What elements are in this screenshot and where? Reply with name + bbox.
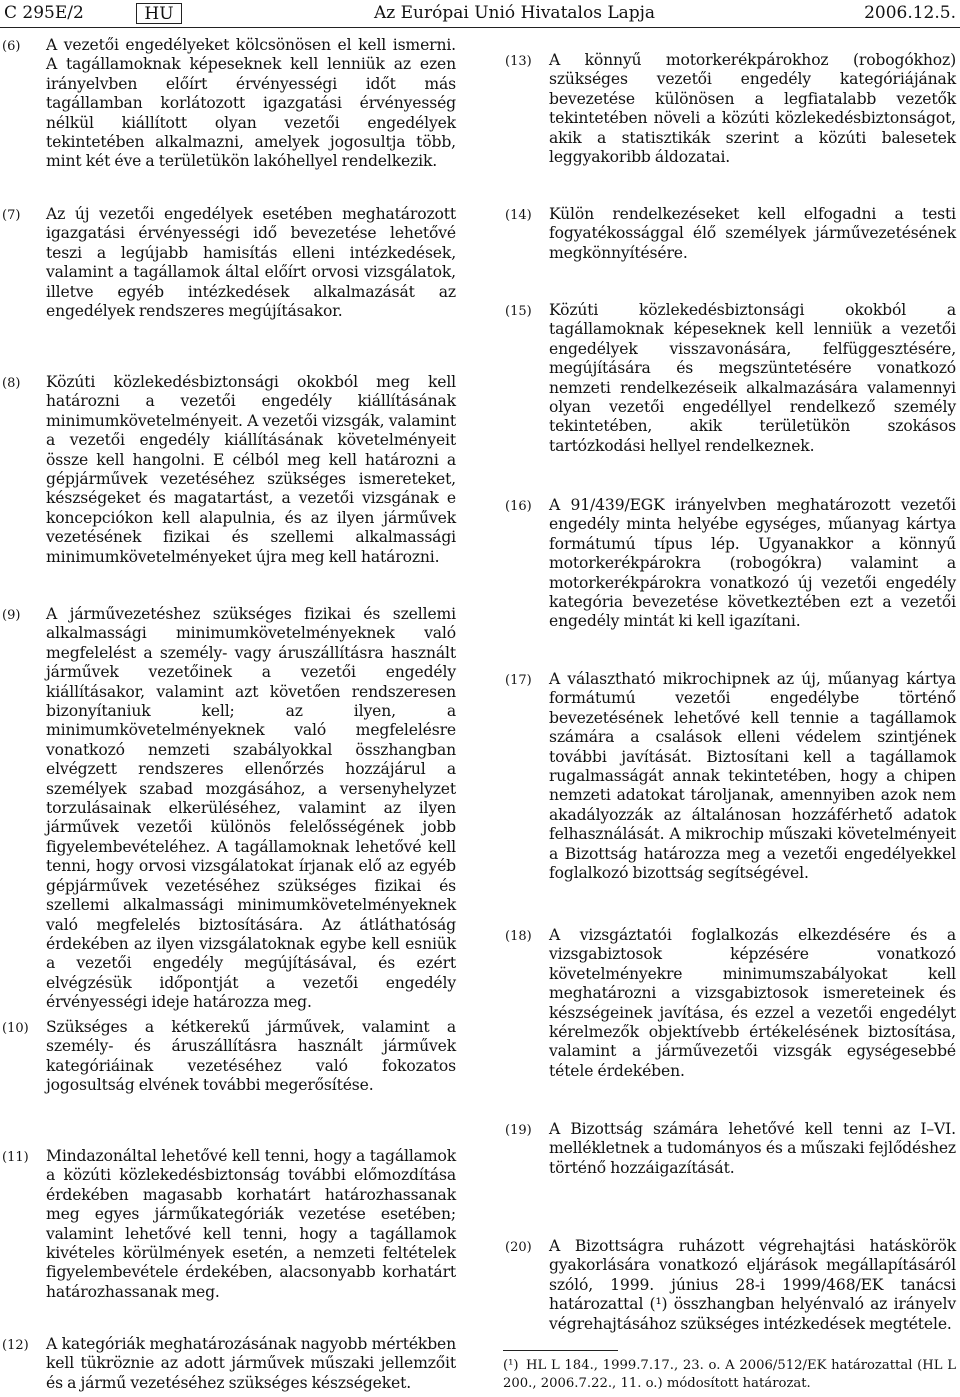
recital-text: Közúti közlekedésbiztonsági okokból a tagállamoknak képeseknek kell lenniük a vezetői engedélyek visszavonására, felfüggesztésére, megújítására és megszüntetésére vonatkozó nemzeti rendelkezéseik alkalmazására valamennyi olyan vezetői engedéllyel rendelkező személy tekintetében, akik területükön szokásos tartózkodási hellyel rendelkeznek. bbox=[549, 301, 956, 455]
publication-date: 2006.12.5. bbox=[864, 3, 956, 23]
recital-text: A Bizottság számára lehetővé kell tenni az I–VI. mellékletnek a tudományos és a műszaki fejlődéshez történő hozzáigazítását. bbox=[549, 1120, 956, 1177]
recital-18 bbox=[503, 926, 956, 1081]
recital-number: (9) bbox=[2, 608, 21, 623]
recital-number: (12) bbox=[2, 1338, 29, 1353]
recital-text: A kategóriák meghatározásának nagyobb mértékben kell tükröznie az adott járművek műszaki jellemzőit és a jármű vezetéséhez szükséges készségeket. bbox=[46, 1335, 456, 1392]
recital-number: (7) bbox=[2, 208, 21, 223]
recital-11 bbox=[0, 1147, 456, 1302]
recital-number: (6) bbox=[2, 39, 21, 54]
recital-8 bbox=[0, 373, 456, 567]
recital-number: (17) bbox=[505, 673, 532, 688]
recital-text: Mindazonáltal lehetővé kell tenni, hogy a tagállamok a közúti közlekedésbiztonság további előmozdítása érdekében magasabb korhatárt határozhassanak meg egyes járműkategóriák vezetése esetében; valamint lehetővé kell tenni, hogy a tagállamok kivételes körülmények esetén, a nemzeti feltételek figyelembevétele érdekében, alacsonyabb korhatárt határozhassanak meg. bbox=[46, 1147, 456, 1301]
recital-number: (16) bbox=[505, 499, 532, 514]
recital-16 bbox=[503, 496, 956, 632]
recital-text: Külön rendelkezéseket kell elfogadni a testi fogyatékossággal élő személyek járművezetésének megkönnyítésére. bbox=[549, 205, 956, 262]
recital-10 bbox=[0, 1018, 456, 1096]
recital-20 bbox=[503, 1237, 956, 1334]
recital-number: (11) bbox=[2, 1150, 29, 1165]
recital-number: (8) bbox=[2, 376, 21, 391]
recital-number: (15) bbox=[505, 304, 532, 319]
recital-text: A könnyű motorkerékpárokhoz (robogókhoz) szükséges vezetői engedély kategóriájának bevezetése különösen a legfiatalabb vezetők tekintetében növeli a közúti közlekedésbiztonságot, akik a statisztikák szerint a közúti balesetek leggyakoribb áldozatai. bbox=[549, 51, 956, 167]
recital-number: (19) bbox=[505, 1123, 532, 1138]
journal-code: C 295E/2 bbox=[4, 3, 84, 23]
recital-12 bbox=[0, 1335, 456, 1393]
journal-title: Az Európai Unió Hivatalos Lapja bbox=[374, 3, 656, 23]
recital-6 bbox=[0, 36, 456, 172]
language-box: HU bbox=[136, 3, 182, 24]
recital-number: (20) bbox=[505, 1240, 532, 1255]
recital-9 bbox=[0, 605, 456, 1013]
recital-14 bbox=[503, 205, 956, 263]
page-header bbox=[0, 0, 960, 26]
recital-text: A vezetői engedélyeket kölcsönösen el kell ismerni. A tagállamoknak képeseknek kell lenniük az ezen irányelvben előírt érvényességi időt más tagállamban korlátozott igazgatási érvényesség nélkül kiállított olyan vezetői engedélyek tekintetében alkalmazni, amelyek jogosultja több, mint két éve a területükön lakóhellyel rendelkezik. bbox=[46, 36, 456, 171]
recital-number: (18) bbox=[505, 929, 532, 944]
recital-15 bbox=[503, 301, 956, 456]
recital-text: Az új vezetői engedélyek esetében meghatározott igazgatási érvényességi idő bevezetése lehetővé teszi a legújabb hamisítás elleni intézkedések, valamint a tagállamok által előírt orvosi vizsgálatok, illetve egyéb intézkedések alkalmazását az engedélyek rendszeres megújításakor. bbox=[46, 205, 456, 321]
recital-13 bbox=[503, 51, 956, 167]
recital-text: A vizsgáztatói foglalkozás elkezdésére és a vizsgabiztosok képzésére vonatkozó követelményekre minimumszabályokat kell meghatározni a vizsgabiztosok ismereteinek és készségeinek javítása, és ezzel a vezetői engedélyt kérelmezők objektívebb értékelésének biztosítása, valamint a járművezetői vizsgák egységesebbé tétele érdekében. bbox=[549, 926, 956, 1080]
recital-text: Szükséges a kétkerekű járművek, valamint a személy- és áruszállításra használt járművek kategóriáinak vezetéséhez való fokozatos jogosultság elvének további megerősítése. bbox=[46, 1018, 456, 1095]
recital-text: Közúti közlekedésbiztonsági okokból meg kell határozni a vezetői engedély kiállításának minimumkövetelményeit. A vezetői vizsgák, valamint a vezetői engedély kiállításának követelményeit össze kell hangolni. E célból meg kell határozni a gépjárművek vezetéséhez szükséges ismereteket, készségeket és magatartást, a vezetői vizsgának e koncepciókon kell alapulnia, és az ilyen járművek vezetésének fizikai és szellemi alkalmassági minimumkövetelményeket újra meg kell határozni. bbox=[46, 373, 456, 566]
recital-number: (10) bbox=[2, 1021, 29, 1036]
recital-17 bbox=[503, 670, 956, 883]
footnote-number: (¹) bbox=[503, 1358, 519, 1373]
footnote bbox=[503, 1357, 956, 1392]
recital-text: A választható mikrochipnek az új, műanyag kártya formátumú vezetői engedélybe történő bevezetésének lehetővé kell tennie a tagállamok számára a csalások elleni védelem szintjének további javítását. Biztosítani kell a tagállamok rugalmasságát annak tekintetében, hogy a chipen nemzeti adatokat tároljanak, amennyiben azok nem akadályozzák az általánosan hozzáférhető adatok felhasználását. A mikrochip műszaki követelményeit a Bizottság határozza meg a vezetői engedélyekkel foglalkozó bizottság segítségével. bbox=[549, 670, 956, 883]
recital-number: (14) bbox=[505, 208, 532, 223]
recital-19 bbox=[503, 1120, 956, 1178]
recital-text: A 91/439/EGK irányelvben meghatározott vezetői engedély minta helyébe egységes, műanyag kártya formátumú típus lép. Ugyanakkor a könnyű motorkerékpárokra (robogókra) valamint a motorkerékpárokra vonatkozó új vezetői engedély kategória bevezetése következtében ezt a vezetői engedély mintát ki kell igazítani. bbox=[549, 496, 956, 631]
header-rule bbox=[0, 27, 960, 28]
recital-7 bbox=[0, 205, 456, 321]
footnote-text: HL L 184., 1999.7.17., 23. o. A 2006/512/EK határozattal (HL L 200., 2006.7.22., 11. o.) módosított határozat. bbox=[503, 1358, 956, 1391]
recital-number: (13) bbox=[505, 54, 532, 69]
footnote-rule bbox=[503, 1350, 618, 1351]
recital-text: A járművezetéshez szükséges fizikai és szellemi alkalmassági minimumkövetelményeknek való megfelelést a személy- vagy áruszállításra használt járművek vezetőinek a vezetői engedély kiállításakor, valamint azt követően rendszeresen bizonyítaniuk kell; az ilyen, a minimumkövetelményeknek való megfelelésre vonatkozó nemzeti szabályokkal összhangban elvégzett rendszeres ellenőrzés hozzájárul a személyek szabad mozgásához, a versenyhelyzet torzulásainak elkerüléséhez, valamint az ilyen járművek vezetői különös felelősségének jobb figyelembevételéhez. A tagállamoknak lehetővé kell tenni, hogy orvosi vizsgálatokat írjanak elő az egyéb gépjárművek vezetéséhez szükséges fizikai és szellemi alkalmassági minimumkövetelményeknek való megfelelés biztosítására. Az átláthatóság érdekében az ilyen vizsgálatoknak egybe kell esniük a vezetői engedély megújításával, és ezért elvégzésük időpontját a vezetői engedély érvényességi ideje határozza meg. bbox=[46, 605, 456, 1012]
recital-text: A Bizottságra ruházott végrehajtási hatáskörök gyakorlására vonatkozó eljárások megállapításáról szóló, 1999. június 28-i 1999/468/EK tanácsi határozattal (¹) összhangban helyénvaló az irányelv végrehajtásához szükséges intézkedések megtétele. bbox=[549, 1237, 956, 1333]
